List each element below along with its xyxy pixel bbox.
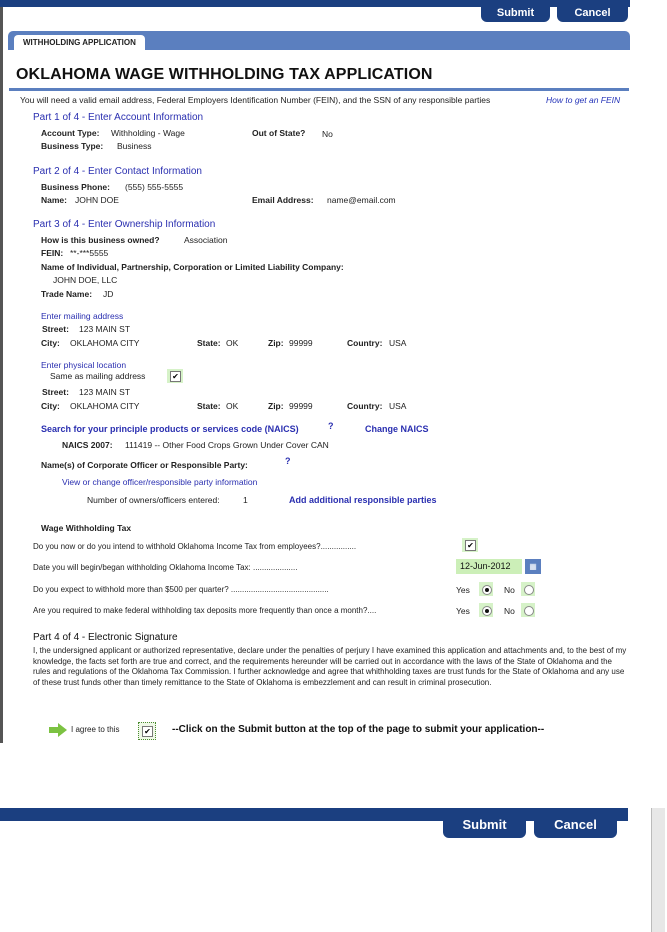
owners-count-value: 1 <box>243 495 248 505</box>
email-value: name@email.com <box>327 195 396 205</box>
radio-empty-icon <box>524 585 534 595</box>
account-type-label: Account Type: <box>41 128 100 138</box>
radio-empty-icon <box>524 606 534 616</box>
mailing-state-label: State: <box>197 338 221 348</box>
physical-street-label: Street: <box>42 387 69 397</box>
physical-city-value: OKLAHOMA CITY <box>70 401 140 411</box>
federal-deposits-no-label: No <box>504 606 515 616</box>
tab-withholding-application[interactable]: WITHHOLDING APPLICATION <box>14 35 145 50</box>
change-naics-link[interactable]: Change NAICS <box>365 424 429 434</box>
withhold-question: Do you now or do you intend to withhold Oklahoma Income Tax from employees?................ <box>33 542 357 551</box>
naics-help-icon[interactable]: ? <box>328 421 334 431</box>
agree-checkbox[interactable] <box>138 722 156 740</box>
enter-mailing-address-link[interactable]: Enter mailing address <box>41 311 124 321</box>
federal-deposits-question: Are you required to make federal withholding tax deposits more frequently than once a month?.... <box>33 606 377 615</box>
declaration-text: I, the undersigned applicant or authorized representative, declare under the penalties of perjury I have examined this application and attachments and, to the best of my knowledge, the facts set forth are true and correct, and the requirements hereunder will be carried out in accordance with the laws of the State of Oklahoma and the rules and regulations of the Oklahoma Tax Commission. I further acknowledge and agree that whithholding taxes are trust funds for the State of Oklahoma and any use of these trust funds other than timely remittance to the State of Oklahoma is embezzlement and can result in criminal prosecution. <box>33 646 627 687</box>
business-phone-value: (555) 555-5555 <box>125 182 184 192</box>
trade-name-value: JD <box>103 289 114 299</box>
radio-selected-icon <box>482 585 492 595</box>
calendar-icon[interactable]: ▦ <box>525 559 541 574</box>
account-type-value: Withholding - Wage <box>111 128 185 138</box>
intro-text: You will need a valid email address, Federal Employers Identification Number (FEIN), and the SSN of any responsible parties <box>20 95 491 105</box>
officer-label: Name(s) of Corporate Officer or Responsible Party: <box>41 460 248 470</box>
naics-search-link[interactable]: Search for your principle products or services code (NAICS) <box>41 424 299 434</box>
enter-physical-location-link[interactable]: Enter physical location <box>41 360 127 370</box>
mailing-country-value: USA <box>389 338 407 348</box>
begin-date-input[interactable]: 12-Jun-2012 <box>456 559 522 574</box>
naics-value: 111419 -- Other Food Crops Grown Under Cover CAN <box>125 440 329 450</box>
entity-name-value: JOHN DOE, LLC <box>53 275 118 285</box>
entity-name-label: Name of Individual, Partnership, Corporation or Limited Liability Company: <box>41 262 344 272</box>
federal-deposits-yes-label: Yes <box>456 606 470 616</box>
submit-button-bottom[interactable]: Submit <box>443 812 526 838</box>
physical-country-value: USA <box>389 401 407 411</box>
part2-heading: Part 2 of 4 - Enter Contact Information <box>33 166 202 177</box>
fein-label: FEIN: <box>41 248 64 258</box>
mailing-street-label: Street: <box>42 324 69 334</box>
mailing-zip-value: 99999 <box>289 338 313 348</box>
mailing-state-value: OK <box>226 338 239 348</box>
check-icon: ✔ <box>465 540 476 551</box>
physical-state-label: State: <box>197 401 221 411</box>
ownership-value: Association <box>184 235 228 245</box>
out-of-state-value: No <box>322 129 333 139</box>
same-as-mailing-label: Same as mailing address <box>50 371 146 381</box>
business-type-value: Business <box>117 141 152 151</box>
physical-street-value: 123 MAIN ST <box>79 387 131 397</box>
mailing-city-value: OKLAHOMA CITY <box>70 338 140 348</box>
part3-heading: Part 3 of 4 - Enter Ownership Information <box>33 219 216 230</box>
out-of-state-label: Out of State? <box>252 128 306 138</box>
cancel-button-top[interactable]: Cancel <box>557 5 628 22</box>
business-phone-label: Business Phone: <box>41 182 110 192</box>
mailing-city-label: City: <box>41 338 60 348</box>
wage-heading: Wage Withholding Tax <box>41 523 132 533</box>
begin-date-question: Date you will begin/began withholding Oklahoma Income Tax: .................... <box>33 563 298 572</box>
physical-zip-label: Zip: <box>268 401 284 411</box>
mailing-street-value: 123 MAIN ST <box>79 324 131 334</box>
check-icon: ✔ <box>142 726 153 737</box>
mailing-zip-label: Zip: <box>268 338 284 348</box>
name-value: JOHN DOE <box>75 195 119 205</box>
how-to-get-fein-link[interactable]: How to get an FEIN <box>546 95 621 105</box>
withhold-checkbox[interactable] <box>462 538 478 552</box>
part4-heading: Part 4 of 4 - Electronic Signature <box>33 632 178 643</box>
physical-zip-value: 99999 <box>289 401 313 411</box>
over-500-no-radio[interactable] <box>521 582 535 596</box>
submit-button-top[interactable]: Submit <box>481 5 550 22</box>
arrow-right-icon <box>49 723 67 737</box>
email-label: Email Address: <box>252 195 314 205</box>
add-responsible-parties-link[interactable]: Add additional responsible parties <box>289 495 437 505</box>
left-border <box>0 0 3 743</box>
over-500-no-label: No <box>504 585 515 595</box>
vertical-scrollbar[interactable] <box>651 808 665 932</box>
over-500-question: Do you expect to withhold more than $500 per quarter? ............................................ <box>33 585 329 594</box>
over-500-yes-radio[interactable] <box>479 582 493 596</box>
check-icon: ✔ <box>170 371 181 382</box>
view-change-officer-link[interactable]: View or change officer/responsible party information <box>62 477 258 487</box>
owners-count-label: Number of owners/officers entered: <box>87 495 220 505</box>
physical-city-label: City: <box>41 401 60 411</box>
trade-name-label: Trade Name: <box>41 289 93 299</box>
fein-value: **-***5555 <box>70 248 109 258</box>
naics-label: NAICS 2007: <box>62 440 113 450</box>
submit-hint: --Click on the Submit button at the top of the page to submit your application-- <box>172 724 545 735</box>
part1-heading: Part 1 of 4 - Enter Account Information <box>33 112 204 123</box>
business-type-label: Business Type: <box>41 141 104 151</box>
page-title: OKLAHOMA WAGE WITHHOLDING TAX APPLICATION <box>16 66 433 83</box>
over-500-yes-label: Yes <box>456 585 470 595</box>
cancel-button-bottom[interactable]: Cancel <box>534 812 617 838</box>
officer-help-icon[interactable]: ? <box>285 456 291 466</box>
radio-selected-icon <box>482 606 492 616</box>
name-label: Name: <box>41 195 67 205</box>
same-as-mailing-checkbox[interactable] <box>167 369 183 383</box>
title-divider <box>9 88 629 91</box>
physical-state-value: OK <box>226 401 239 411</box>
agree-label: I agree to this <box>71 725 120 734</box>
mailing-country-label: Country: <box>347 338 383 348</box>
federal-deposits-no-radio[interactable] <box>521 603 535 617</box>
federal-deposits-yes-radio[interactable] <box>479 603 493 617</box>
physical-country-label: Country: <box>347 401 383 411</box>
ownership-label: How is this business owned? <box>41 235 160 245</box>
